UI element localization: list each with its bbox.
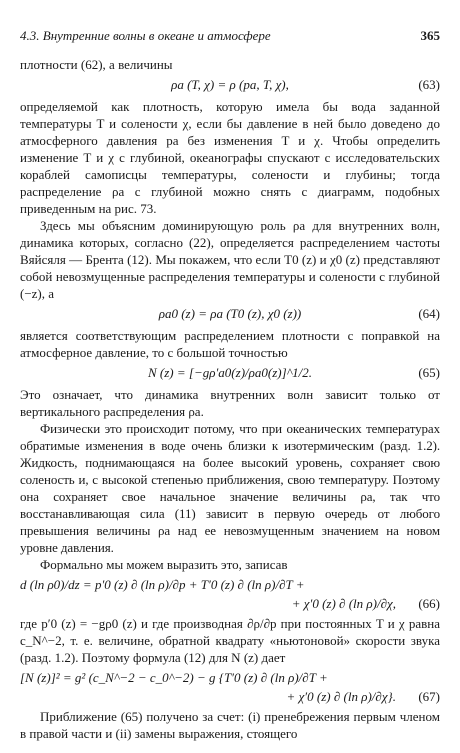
equation-63	[20, 74, 440, 96]
equation-64	[20, 303, 440, 325]
equation-66-line-1: d (ln ρ0)/dz = p′0 (z) ∂ (ln ρ)/∂p + T′0 (z) ∂ (ln ρ)/∂T +	[20, 577, 305, 592]
paragraph-3: Здесь мы объясним доминирующую роль ρa для внутренних волн, динамика которых, согласно (22), определяется распределением частоты Вяйсяля — Брента (12). Мы покажем, что если T0 (z) и χ0 (z) представляют собой невозмущенные распределения температуры и солености с глубиной (−z), а	[20, 218, 440, 301]
page-number: 365	[420, 28, 440, 43]
equation-67	[20, 668, 440, 706]
equation-65-number: (65)	[418, 365, 440, 380]
equation-64-number: (64)	[418, 306, 440, 321]
paragraph-1: плотности (62), а величины	[20, 57, 173, 72]
equation-66-number: (66)	[418, 596, 440, 611]
equation-66	[20, 575, 440, 613]
paragraph-4: является соответствующим распределением плотности с поправкой на атмосферное давление, то с большой точностью	[20, 328, 440, 360]
page-body	[20, 56, 440, 742]
section-title: 4.3. Внутренние волны в океане и атмосфере	[20, 28, 271, 43]
paragraph-5: Это означает, что динамика внутренних волн зависит только от вертикального распределения ρa.	[20, 387, 440, 419]
paragraph-7: Формально мы можем выразить это, записав	[40, 557, 288, 572]
paragraph-6: Физически это происходит потому, что при океанических температурах обратимые изменения в воде очень близки к изотермическим (разд. 1.2). Жидкость, поднимающаяся на более высокий уровень, сохраняет свою соленость и, с высокой степенью приближения, свою температуру. Поэтому она сохраняет свое начальное значение величины ρa, так что восстанавливающая сила (11) зависит в первую очередь от любого превышения величины ρa над ее невозмущенным значением на новом уровне давления.	[20, 421, 440, 555]
equation-64-text: ρa0 (z) = ρa (T0 (z), χ0 (z))	[158, 306, 302, 321]
equation-65	[20, 362, 440, 384]
equation-65-text: N (z) = [−gρ′a0(z)/ρa0(z)]^1/2.	[147, 365, 313, 380]
running-header	[20, 28, 440, 44]
paragraph-2: определяемой как плотность, которую имела бы вода заданной температуры T и солености χ, если бы давление в ней было доведено до атмосферного давления pa без изменения T и χ. Чтобы определить изменение T и χ с глубиной, океанографы спускают с исследовательских кораблей самописцы температуры, солености и глубины; тогда распределение ρa с глубиной можно снять с диаграмм, подобных приведенным на рис. 73.	[20, 99, 440, 216]
equation-63-text: ρa (T, χ) = ρ (pa, T, χ),	[171, 77, 289, 92]
equation-67-number: (67)	[418, 689, 440, 704]
equation-66-line-2: + χ′0 (z) ∂ (ln ρ)/∂χ,	[291, 596, 396, 611]
equation-67-line-2: + χ′0 (z) ∂ (ln ρ)/∂χ}.	[286, 689, 396, 704]
equation-67-line-1: [N (z)]² = g² (c_N^−2 − c_0^−2) − g {T′0 (z) ∂ (ln ρ)/∂T +	[20, 670, 328, 685]
equation-63-number: (63)	[418, 77, 440, 92]
paragraph-9: Приближение (65) получено за счет: (i) пренебрежения первым членом в правой части и (ii) замены выражения, стоящего	[20, 709, 440, 741]
paragraph-8: где p′0 (z) = −gρ0 (z) и где производная ∂ρ/∂p при постоянных T и χ равна c_N^−2, т. е. величине, обратной квадрату «ньютоновой» скорости звука (разд. 1.2). Поэтому формула (12) для N (z) дает	[20, 616, 440, 665]
